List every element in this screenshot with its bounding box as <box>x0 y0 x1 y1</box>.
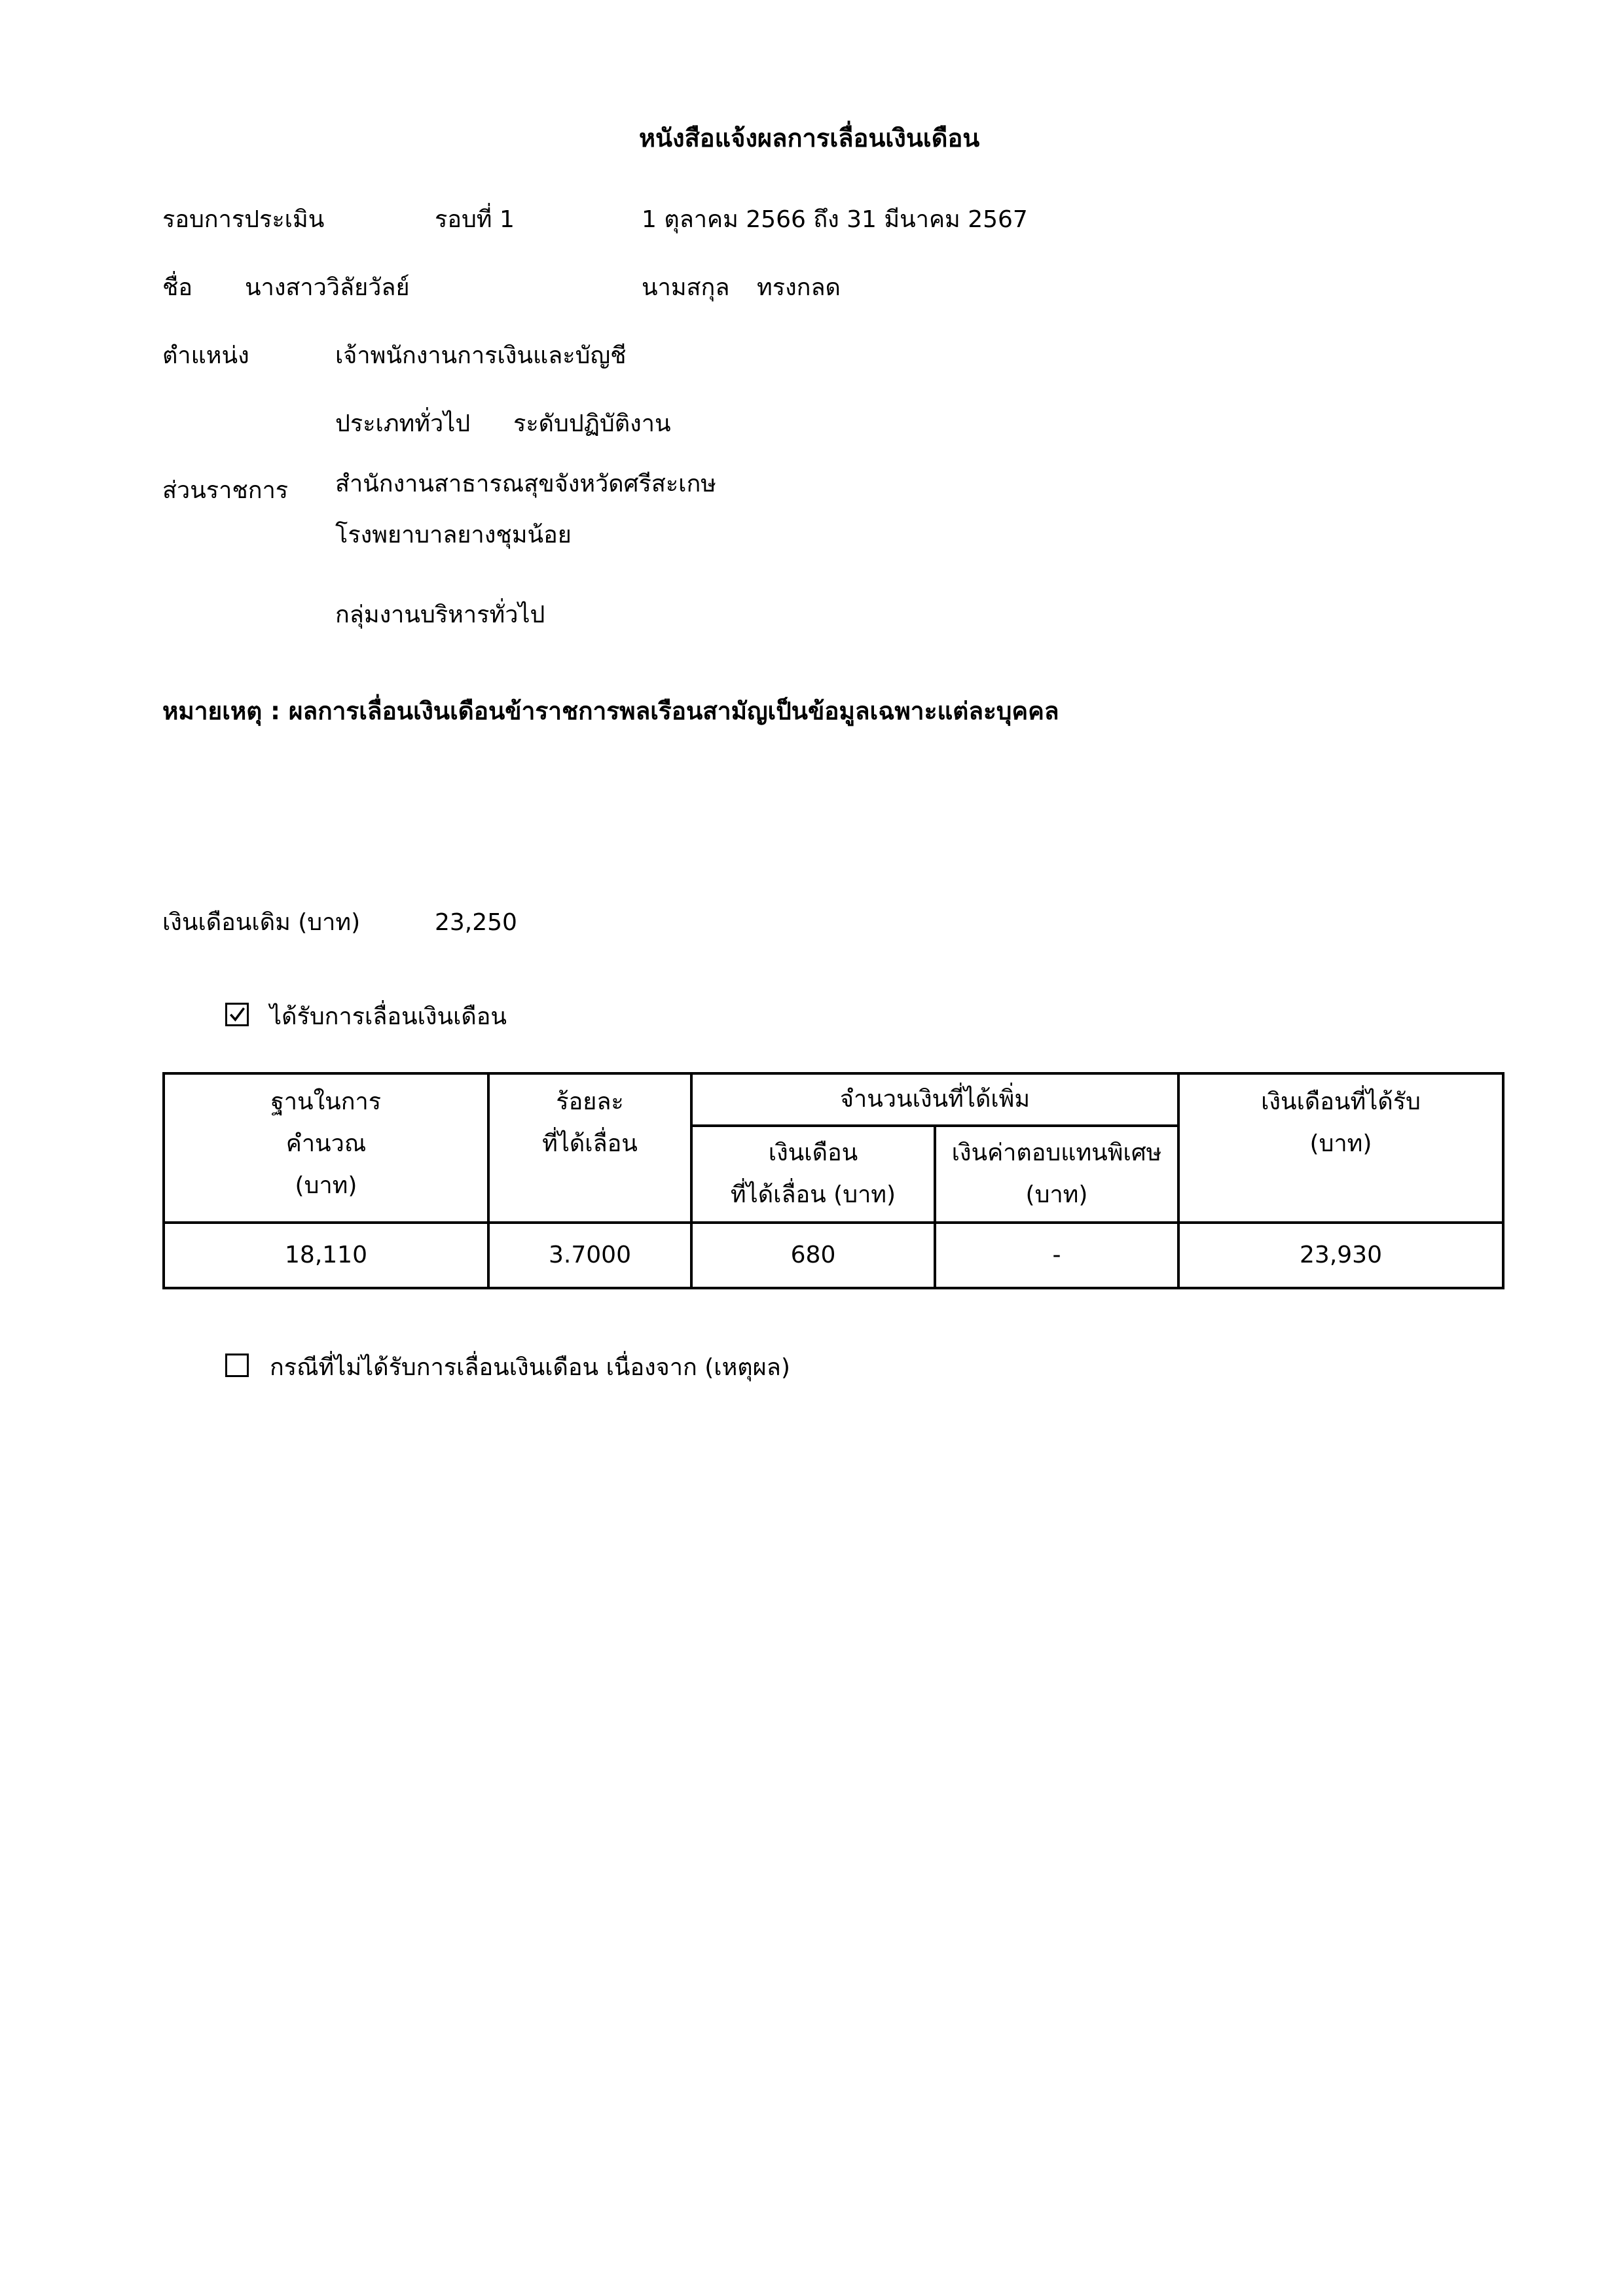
agency-line1: สำนักงานสาธารณสุขจังหวัดศรีสะเกษ <box>335 471 717 497</box>
position-label: ตำแหน่ง <box>162 342 249 369</box>
round-label: รอบการประเมิน <box>162 206 325 233</box>
person-surname: ทรงกลด <box>757 274 841 301</box>
person-name: นางสาววิลัยวัลย์ <box>245 274 410 301</box>
salary-table <box>162 1072 1504 1289</box>
name-label: ชื่อ <box>162 274 193 301</box>
base-salary-value: 23,250 <box>435 909 517 936</box>
table-row <box>164 1223 1503 1288</box>
cell-percent: 3.7000 <box>488 1223 691 1288</box>
header-base: ฐานในการ คำนวณ (บาท) <box>164 1073 488 1223</box>
note: หมายเหตุ : ผลการเลื่อนเงินเดือนข้าราชการพลเรือนสามัญเป็นข้อมูลเฉพาะแต่ละบุคคล <box>162 697 1059 725</box>
position-title: เจ้าพนักงานการเงินและบัญชี <box>335 342 627 369</box>
header-special-pay: เงินค่าตอบแทนพิเศษ (บาท) <box>935 1126 1178 1223</box>
cell-base: 18,110 <box>164 1223 488 1288</box>
document-title: หนังสือแจ้งผลการเลื่อนเงินเดือน <box>639 124 980 152</box>
received-label: ได้รับการเลื่อนเงินเดือน <box>270 1003 507 1030</box>
round-value: รอบที่ 1 <box>435 206 515 233</box>
header-percent: ร้อยละ ที่ได้เลื่อน <box>488 1073 691 1223</box>
surname-label: นามสกุล <box>642 274 730 301</box>
received-checkbox[interactable] <box>225 1003 249 1026</box>
round-period: 1 ตุลาคม 2566 ถึง 31 มีนาคม 2567 <box>642 206 1028 233</box>
header-increase: จำนวนเงินที่ได้เพิ่ม <box>691 1073 1178 1126</box>
cell-received: 23,930 <box>1178 1223 1503 1288</box>
not-received-checkbox[interactable] <box>225 1354 249 1377</box>
agency-line3: กลุ่มงานบริหารทั่วไป <box>335 601 545 628</box>
header-raise-salary: เงินเดือน ที่ได้เลื่อน (บาท) <box>691 1126 935 1223</box>
agency-label: ส่วนราชการ <box>162 477 289 504</box>
base-salary-label: เงินเดือนเดิม (บาท) <box>162 909 361 936</box>
table-header-row <box>164 1073 1503 1126</box>
agency-line2: โรงพยาบาลยางชุมน้อย <box>335 522 572 548</box>
not-received-label: กรณีที่ไม่ได้รับการเลื่อนเงินเดือน เนื่องจาก (เหตุผล) <box>270 1354 790 1381</box>
cell-raise: 680 <box>691 1223 935 1288</box>
position-type: ประเภททั่วไป <box>335 410 471 437</box>
check-icon <box>227 1003 247 1026</box>
cell-special: - <box>935 1223 1178 1288</box>
position-level: ระดับปฏิบัติงาน <box>513 410 671 437</box>
header-received: เงินเดือนที่ได้รับ (บาท) <box>1178 1073 1503 1223</box>
